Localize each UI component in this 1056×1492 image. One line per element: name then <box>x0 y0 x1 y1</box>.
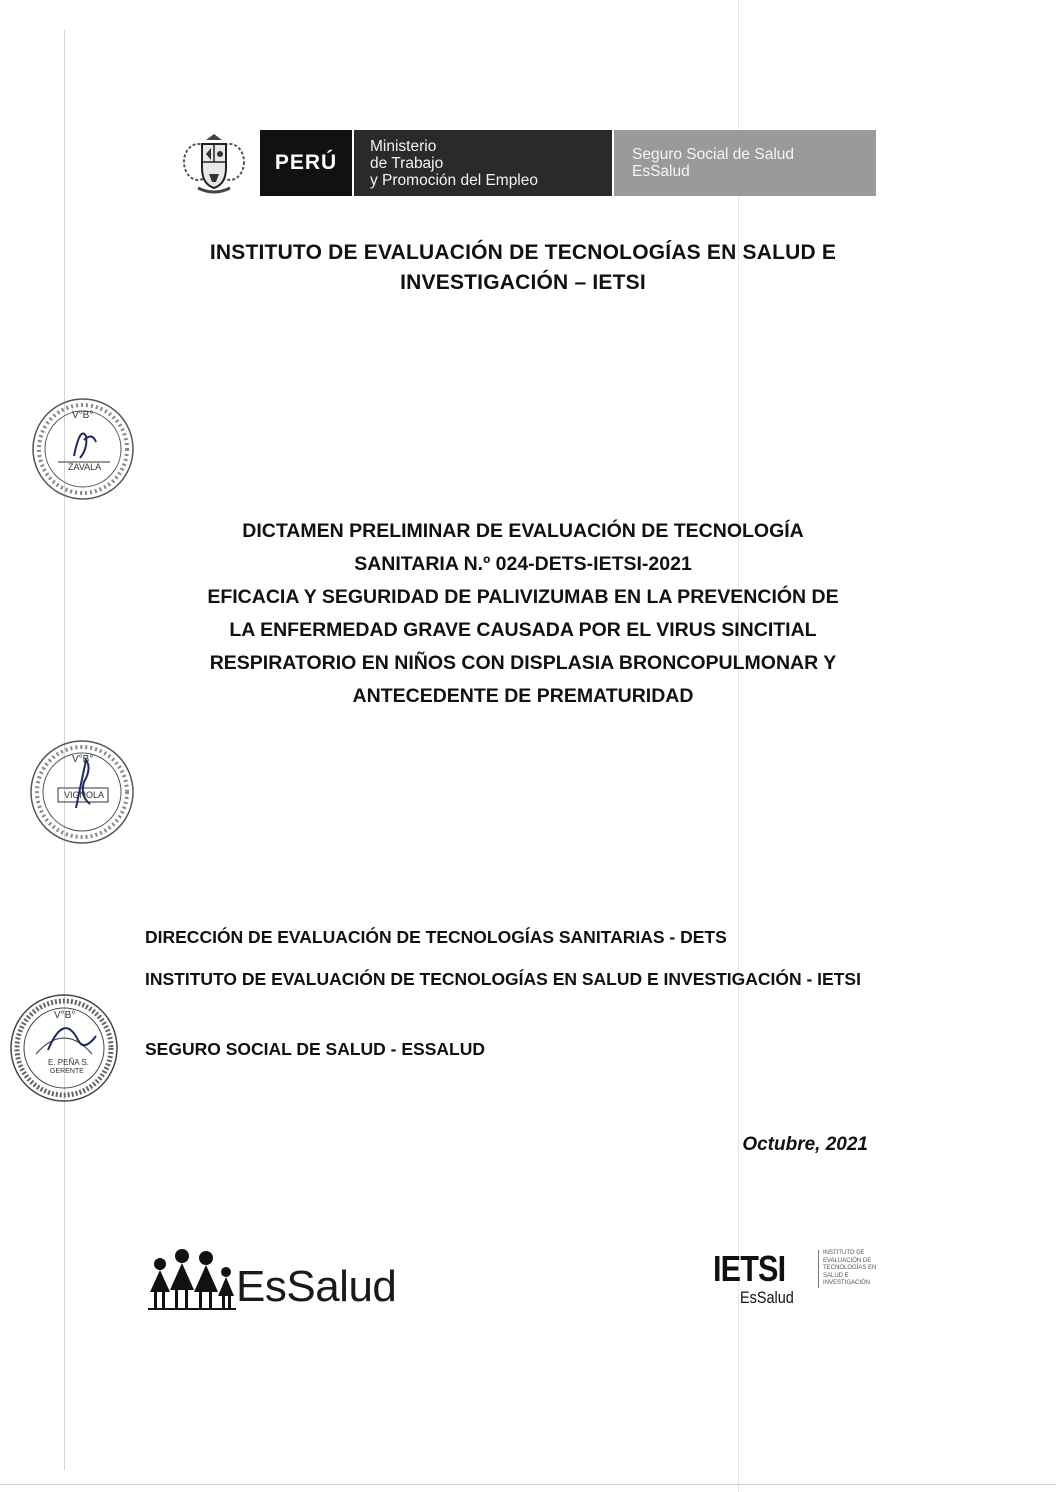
essalud-family-icon <box>148 1248 236 1310</box>
ministry-line-2: de Trabajo <box>370 154 444 172</box>
ministry-line-1: Ministerio <box>370 137 437 155</box>
approval-stamp-1 <box>30 396 136 502</box>
dictamen-line-4: LA ENFERMEDAD GRAVE CAUSADA POR EL VIRUS SINCITIAL <box>229 619 817 641</box>
institute-title-line-1: INSTITUTO DE EVALUACIÓN DE TECNOLOGÍAS EN SALUD E <box>209 241 837 264</box>
stamp-3-role: GERENTE <box>50 1068 84 1075</box>
dictamen-title <box>120 515 926 713</box>
org-ietsi: INSTITUTO DE EVALUACIÓN DE TECNOLOGÍAS EN SALUD E INVESTIGACIÓN - IETSI <box>145 969 861 989</box>
ietsi-logo-sub: EsSalud <box>740 1288 794 1307</box>
dictamen-line-6: ANTECEDENTE DE PREMATURIDAD <box>352 685 694 707</box>
approval-stamp-2 <box>28 738 136 846</box>
peru-label: PERÚ <box>260 130 352 196</box>
dictamen-line-2: SANITARIA N.º 024-DETS-IETSI-2021 <box>354 553 692 575</box>
ietsi-small-line-5: INVESTIGACIÓN <box>823 1280 871 1287</box>
document-date: Octubre, 2021 <box>742 1134 868 1155</box>
ietsi-logo-text: IETSI <box>713 1248 786 1289</box>
dictamen-line-5: RESPIRATORIO EN NIÑOS CON DISPLASIA BRONCOPULMONAR Y <box>209 652 837 674</box>
stamp-2-name: VIGNOLA <box>64 790 105 800</box>
essalud-header-line-1: Seguro Social de Salud <box>632 146 795 163</box>
ministry-line-3: y Promoción del Empleo <box>370 171 538 189</box>
ietsi-small-line-4: SALUD E <box>823 1272 849 1279</box>
stamp-3-name: E. PEÑA S. <box>48 1058 89 1067</box>
stamp-1-name: ZAVALA <box>68 462 102 472</box>
ministry-label <box>354 130 612 196</box>
institute-title-line-2: INVESTIGACIÓN – IETSI <box>400 271 646 294</box>
peru-coat-of-arms-icon <box>178 128 250 198</box>
ietsi-logo-small-text <box>818 1250 885 1288</box>
org-dets: DIRECCIÓN DE EVALUACIÓN DE TECNOLOGÍAS SANITARIAS - DETS <box>145 927 727 947</box>
ietsi-small-line-1: INSTITUTO DE <box>823 1250 865 1256</box>
scan-line-bottom <box>0 1484 1056 1485</box>
essalud-logo-text: EsSalud <box>236 1262 397 1311</box>
org-essalud: SEGURO SOCIAL DE SALUD - ESSALUD <box>145 1039 485 1059</box>
stamp-3-vb: V°B° <box>54 1010 76 1021</box>
dictamen-line-3: EFICACIA Y SEGURIDAD DE PALIVIZUMAB EN LA PREVENCIÓN DE <box>207 586 839 608</box>
essalud-header-label <box>614 130 876 196</box>
stamp-1-vb: V°B° <box>72 410 94 421</box>
stamp-2-vb: V°B° <box>72 754 94 765</box>
institute-title <box>120 238 926 298</box>
ietsi-small-line-2: EVALUACIÓN DE <box>823 1257 872 1264</box>
approval-stamp-3 <box>8 992 120 1104</box>
dictamen-line-1: DICTAMEN PRELIMINAR DE EVALUACIÓN DE TECNOLOGÍA <box>242 520 804 542</box>
essalud-header-line-2: EsSalud <box>632 163 690 180</box>
ietsi-small-line-3: TECNOLOGÍAS EN <box>823 1265 877 1272</box>
